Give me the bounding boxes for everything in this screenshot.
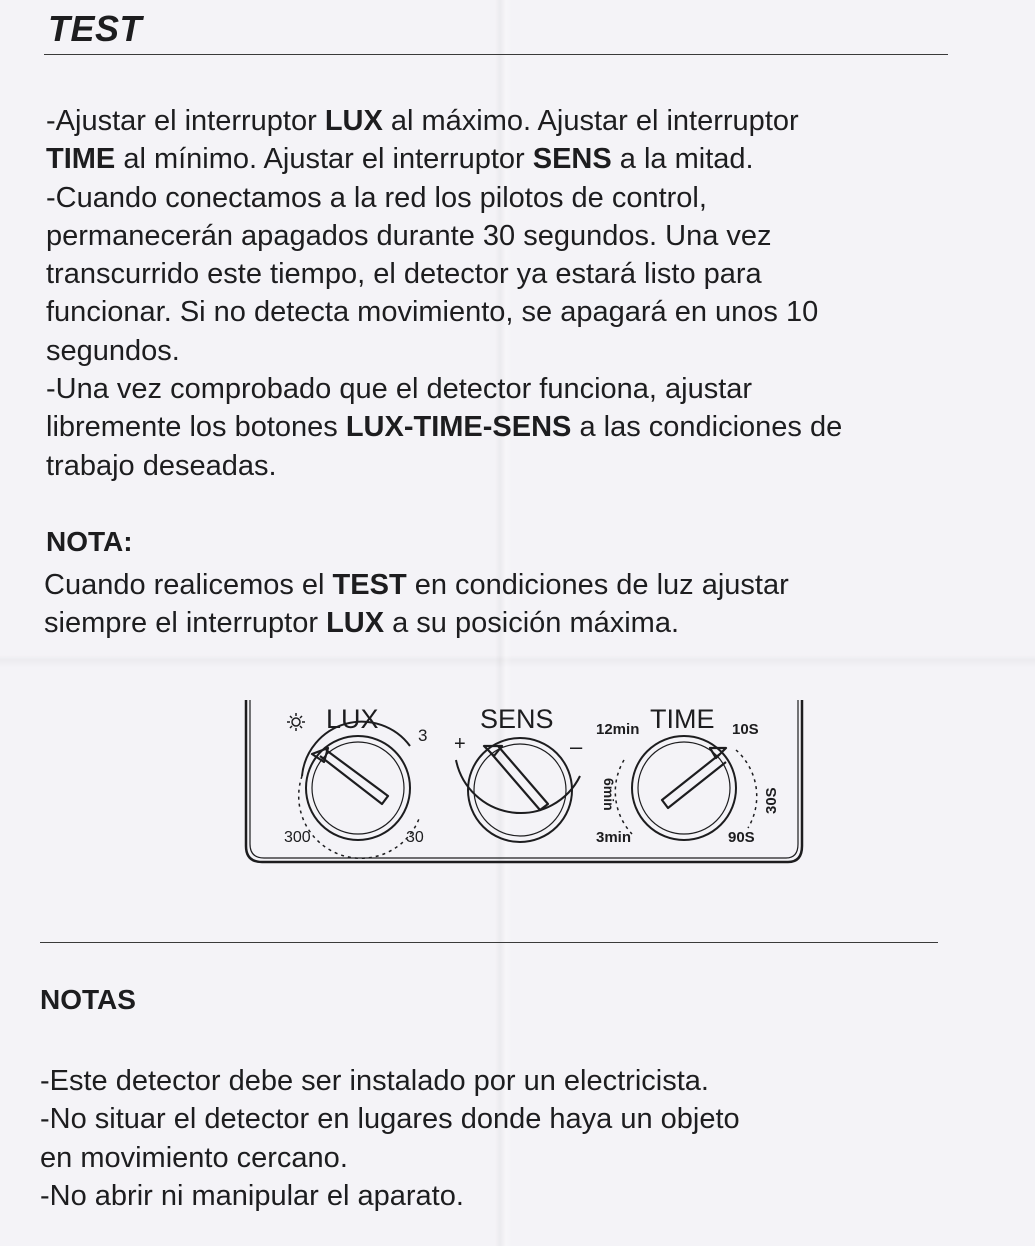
- text-line: Cuando realicemos el TEST en condiciones de luz ajustar: [44, 569, 789, 601]
- nota-text: [44, 566, 789, 643]
- lux-max-mark: 3: [418, 726, 428, 745]
- time-dial[interactable]: [596, 704, 780, 846]
- nota-heading: NOTA:: [46, 526, 133, 557]
- time-mark-12min: 12min: [596, 721, 640, 738]
- text-line: segundos.: [46, 334, 180, 367]
- text-line: -Ajustar el interruptor LUX al máximo. Ajustar el interruptor: [46, 105, 799, 137]
- text-line: transcurrido este tiempo, el detector ya estará listo para: [46, 258, 762, 291]
- time-mark-90s: 90S: [728, 829, 755, 846]
- page-title: TEST: [48, 8, 143, 49]
- text-line: -Este detector debe ser instalado por un electricista.: [40, 1065, 709, 1097]
- time-arrow-icon: [662, 748, 726, 808]
- text-line: TIME al mínimo. Ajustar el interruptor SENS a la mitad.: [46, 143, 754, 176]
- time-mark-3min: 3min: [596, 829, 632, 846]
- text-line: en movimiento cercano.: [40, 1141, 348, 1174]
- text-line: siempre el interruptor LUX a su posición máxima.: [44, 607, 680, 640]
- time-mark-30s: 30S: [763, 787, 780, 814]
- text-line: permanecerán apagados durante 30 segundos. Una vez: [46, 219, 772, 252]
- section-divider: [40, 942, 938, 943]
- text-line: -No situar el detector en lugares donde haya un objeto: [40, 1103, 740, 1136]
- sens-plus-mark: +: [454, 733, 466, 755]
- lux-dial[interactable]: [284, 704, 427, 858]
- text-line: -Una vez comprobado que el detector funciona, ajustar: [46, 373, 753, 406]
- sun-icon: [287, 713, 305, 731]
- lux-mark-300: 300: [284, 829, 311, 846]
- notas-heading: NOTAS: [40, 984, 136, 1015]
- text-line: funcionar. Si no detecta movimiento, se apagará en unos 10: [46, 296, 819, 329]
- lux-mark-30: 30: [406, 829, 424, 846]
- text-line: libremente los botones LUX-TIME-SENS a las condiciones de: [46, 411, 843, 444]
- time-mark-6min: 6min: [601, 778, 617, 811]
- time-label: TIME: [650, 704, 715, 734]
- control-panel-diagram: [240, 696, 806, 866]
- sens-minus-mark: –: [570, 734, 583, 759]
- lux-arrow-icon: [312, 748, 388, 804]
- sens-arrow-icon: [484, 746, 548, 810]
- sens-dial[interactable]: [454, 704, 583, 842]
- notas-text: [40, 1062, 740, 1215]
- text-line: trabajo deseadas.: [46, 449, 277, 482]
- title-divider: [44, 54, 948, 55]
- text-line: -No abrir ni manipular el aparato.: [40, 1179, 464, 1212]
- sens-label: SENS: [480, 704, 554, 734]
- time-mark-10s: 10S: [732, 721, 759, 738]
- text-line: -Cuando conectamos a la red los pilotos de control,: [46, 181, 707, 214]
- lux-label: LUX: [326, 704, 379, 734]
- test-instructions: [46, 102, 842, 485]
